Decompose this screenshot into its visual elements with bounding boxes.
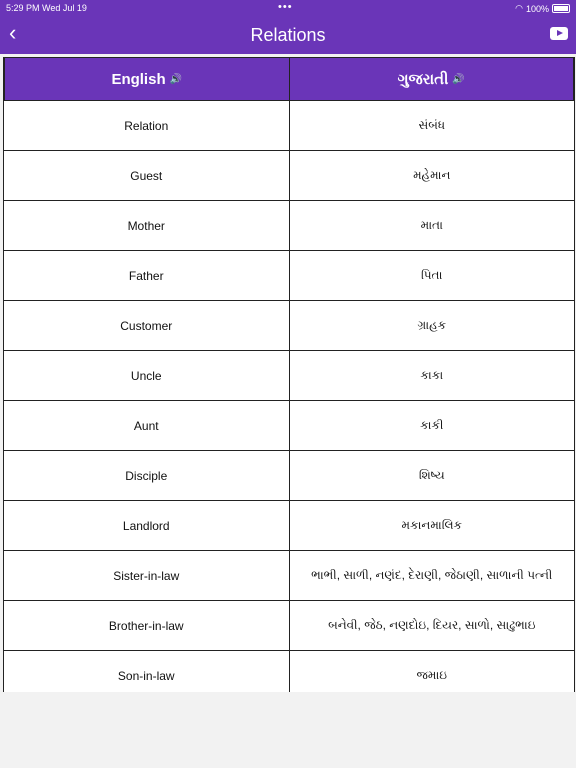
youtube-play-icon[interactable] <box>550 27 568 40</box>
english-cell[interactable]: Guest <box>4 151 290 200</box>
table-row[interactable] <box>4 451 574 501</box>
gujarati-cell[interactable]: જમાઇ <box>416 668 447 682</box>
table-row[interactable] <box>4 601 574 651</box>
status-right <box>515 3 570 14</box>
gujarati-cell[interactable]: કાકી <box>420 418 444 432</box>
gujarati-cell[interactable]: મહેમાન <box>413 168 451 182</box>
gujarati-cell[interactable]: ગ્રાહક <box>417 318 447 332</box>
table-header <box>4 57 574 101</box>
table-row[interactable] <box>4 151 574 201</box>
navigation-bar <box>0 18 576 52</box>
speaker-icon[interactable]: 🔊 <box>169 73 183 85</box>
english-cell[interactable]: Relation <box>4 101 290 150</box>
wifi-icon: ◠ <box>515 3 523 13</box>
english-cell[interactable]: Aunt <box>4 401 290 450</box>
header-english[interactable] <box>5 58 290 100</box>
english-cell[interactable]: Disciple <box>4 451 290 500</box>
table-row[interactable] <box>4 251 574 301</box>
table-row[interactable] <box>4 351 574 401</box>
table-row[interactable] <box>4 101 574 151</box>
header-english-label: English <box>111 70 166 88</box>
english-cell[interactable]: Son-in-law <box>4 651 290 692</box>
multitask-dots-icon[interactable]: ••• <box>278 1 293 13</box>
page-title: Relations <box>250 25 326 45</box>
status-bar <box>0 0 576 16</box>
gujarati-cell[interactable]: બનેવી, જેઠ, નણદોઇ, દિયર, સાળો, સાઢુભાઇ <box>328 618 536 632</box>
table-row[interactable] <box>4 551 574 601</box>
relations-table <box>3 57 575 692</box>
gujarati-cell[interactable]: મકાનમાલિક <box>401 518 462 532</box>
gujarati-cell[interactable]: માતા <box>420 218 443 232</box>
english-cell[interactable]: Father <box>4 251 290 300</box>
header-gujarati[interactable] <box>290 58 574 100</box>
table-row[interactable] <box>4 401 574 451</box>
table-body <box>4 101 574 692</box>
english-cell[interactable]: Mother <box>4 201 290 250</box>
table-row[interactable] <box>4 651 574 692</box>
speaker-icon[interactable]: 🔊 <box>452 73 465 85</box>
gujarati-cell[interactable]: પિતા <box>421 268 443 282</box>
english-cell[interactable]: Uncle <box>4 351 290 400</box>
top-bar <box>0 0 576 54</box>
gujarati-cell[interactable]: સંબંધ <box>418 118 446 132</box>
table-row[interactable] <box>4 501 574 551</box>
gujarati-cell[interactable]: શિષ્ય <box>418 468 445 482</box>
status-time: 5:29 PM Wed Jul 19 <box>6 3 87 13</box>
gujarati-cell[interactable]: ભાભી, સાળી, નણંદ, દેરાણી, જેઠાણી, સાળાની પત્ની <box>311 568 553 582</box>
table-row[interactable] <box>4 301 574 351</box>
table-row[interactable] <box>4 201 574 251</box>
english-cell[interactable]: Landlord <box>4 501 290 550</box>
gujarati-cell[interactable]: કાકા <box>420 368 444 382</box>
back-chevron-icon[interactable]: ‹ <box>9 20 17 45</box>
english-cell[interactable]: Sister-in-law <box>4 551 290 600</box>
header-gujarati-label: ગુજરાતી <box>397 70 449 88</box>
battery-icon <box>552 4 570 13</box>
battery-percent: 100% <box>525 3 549 14</box>
english-cell[interactable]: Brother-in-law <box>4 601 290 650</box>
english-cell[interactable]: Customer <box>4 301 290 350</box>
